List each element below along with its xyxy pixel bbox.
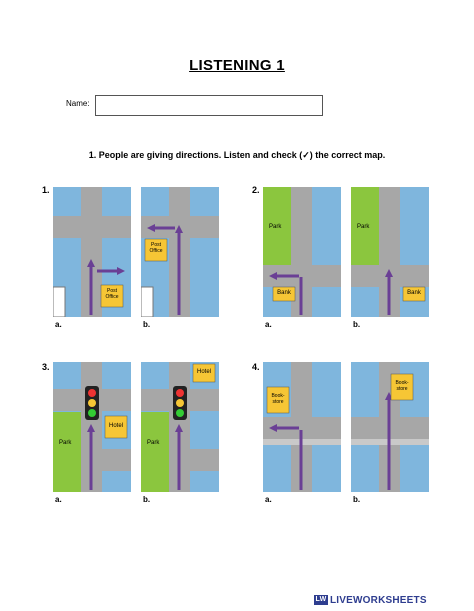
q4-map-b[interactable] — [351, 362, 429, 492]
q2-option-a[interactable]: a. — [265, 320, 272, 329]
q3-option-b[interactable]: b. — [143, 495, 151, 504]
q4-option-b[interactable]: b. — [353, 495, 361, 504]
hotel-label: Hotel — [108, 423, 123, 429]
question-3-number: 3. — [42, 362, 50, 372]
worksheet-title: LISTENING 1 — [189, 57, 285, 74]
park-label: Park — [269, 224, 282, 230]
q1-option-b[interactable]: b. — [143, 320, 151, 329]
q1-map-a[interactable] — [53, 187, 131, 317]
park-label: Park — [357, 224, 370, 230]
question-1-number: 1. — [42, 185, 50, 195]
question-2-number: 2. — [252, 185, 260, 195]
logo-icon: LW — [315, 596, 327, 604]
post-office-label: Post Office — [105, 288, 119, 300]
instruction-text: 1. People are giving directions. Listen and check (✓) the correct map. — [88, 150, 386, 160]
q3-option-a[interactable]: a. — [55, 495, 62, 504]
liveworksheets-logo: LW LIVEWORKSHEETS — [315, 595, 427, 606]
park-label: Park — [59, 440, 72, 446]
park-label: Park — [147, 440, 160, 446]
q3-map-b[interactable] — [141, 362, 219, 492]
q1-option-a[interactable]: a. — [55, 320, 62, 329]
q1-map-b[interactable] — [141, 187, 219, 317]
bookstore-label: Book- store — [271, 393, 285, 405]
q2-option-b[interactable]: b. — [353, 320, 361, 329]
q2-map-b[interactable] — [351, 187, 429, 317]
name-label: Name: — [66, 99, 90, 108]
question-4-number: 4. — [252, 362, 260, 372]
q4-map-a[interactable] — [263, 362, 341, 492]
hotel-label: Hotel — [196, 369, 211, 375]
bank-label: Bank — [407, 290, 421, 296]
bank-label: Bank — [277, 290, 291, 296]
q3-map-a[interactable] — [53, 362, 131, 492]
post-office-label: Post Office — [149, 242, 163, 254]
q2-map-a[interactable] — [263, 187, 341, 317]
name-input[interactable] — [95, 95, 323, 116]
bookstore-label: Book- store — [395, 380, 409, 392]
q4-option-a[interactable]: a. — [265, 495, 272, 504]
